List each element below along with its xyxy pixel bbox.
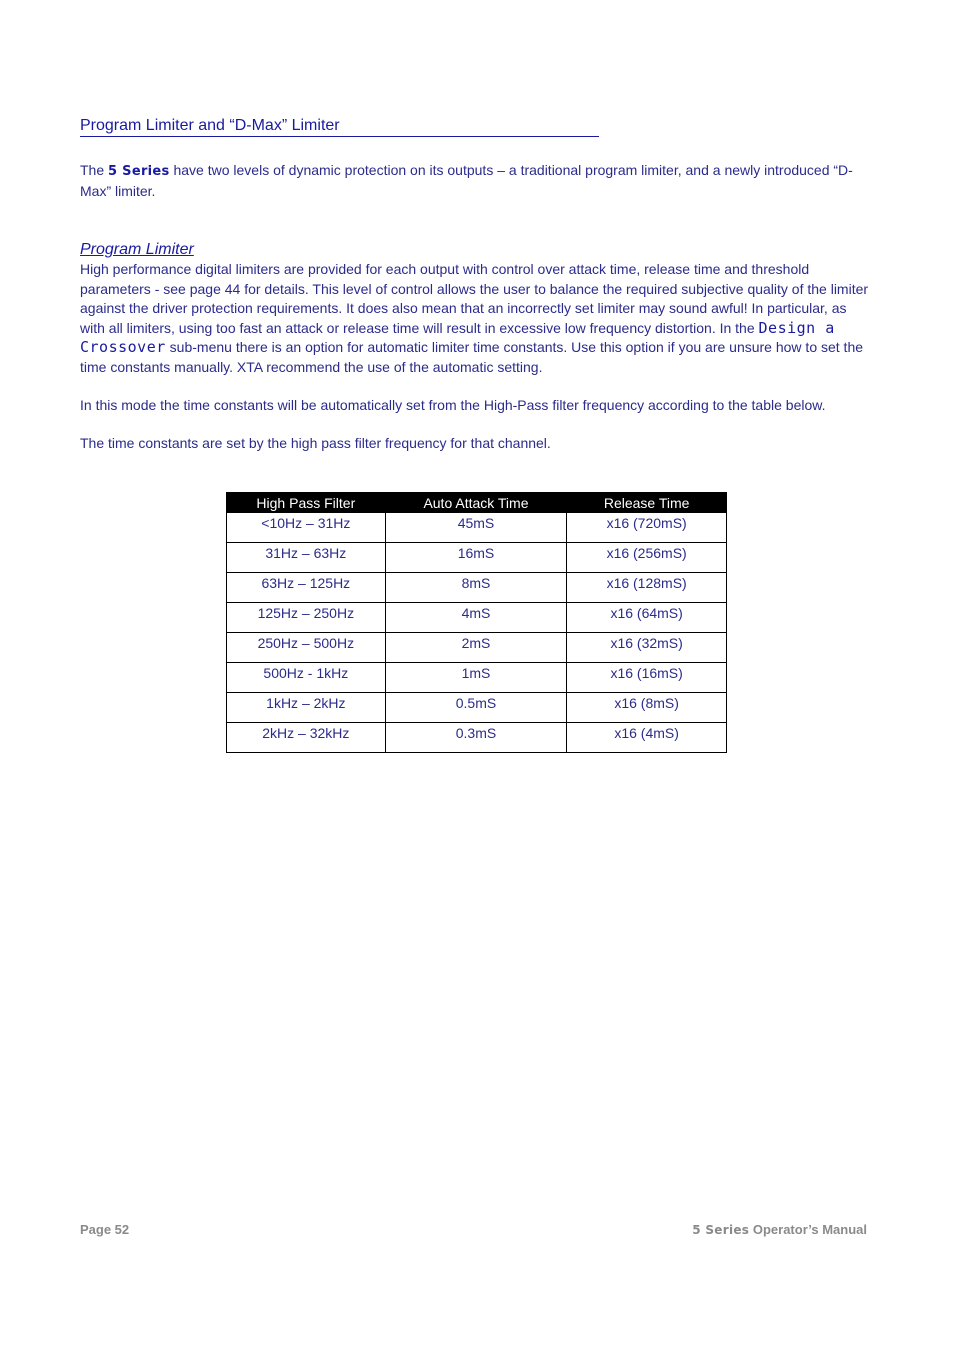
table-row — [227, 573, 727, 603]
section-title: Program Limiter and “D-Max” Limiter — [80, 116, 599, 137]
footer-manual-text: Operator’s Manual — [749, 1222, 867, 1237]
table-cell: 8mS — [385, 573, 567, 603]
table-cell: 2kHz – 32kHz — [227, 723, 386, 753]
manual-title — [692, 1222, 867, 1237]
table-cell: 1kHz – 2kHz — [227, 693, 386, 723]
auto-mode-paragraph: In this mode the time constants will be automatically set from the High-Pass filter frequency according to the table below. — [80, 397, 826, 413]
table-cell: x16 (32mS) — [567, 633, 727, 663]
table-cell: 4mS — [385, 603, 567, 633]
table-cell: x16 (16mS) — [567, 663, 727, 693]
program-limiter-paragraph — [80, 260, 875, 377]
table-cell: 250Hz – 500Hz — [227, 633, 386, 663]
table-cell: x16 (128mS) — [567, 573, 727, 603]
table-cell: x16 (64mS) — [567, 603, 727, 633]
program-limiter-heading: Program Limiter — [80, 241, 194, 258]
table-cell: 0.3mS — [385, 723, 567, 753]
table-cell: 63Hz – 125Hz — [227, 573, 386, 603]
brand-name: 5 Series — [108, 164, 170, 179]
table-cell: 45mS — [385, 513, 567, 543]
table-row — [227, 513, 727, 543]
header-release-time: Release Time — [567, 493, 727, 513]
time-constants-paragraph: The time constants are set by the high pass filter frequency for that channel. — [80, 435, 551, 451]
table-cell: x16 (256mS) — [567, 543, 727, 573]
footer-brand: 5 Series — [692, 1223, 750, 1237]
table-row — [227, 693, 727, 723]
table-cell: 16mS — [385, 543, 567, 573]
table-cell: 125Hz – 250Hz — [227, 603, 386, 633]
table-cell: 1mS — [385, 663, 567, 693]
header-high-pass-filter: High Pass Filter — [227, 493, 386, 513]
intro-text-start: The — [80, 162, 109, 178]
table-cell: x16 (720mS) — [567, 513, 727, 543]
table-cell: 0.5mS — [385, 693, 567, 723]
table-cell: <10Hz – 31Hz — [227, 513, 386, 543]
table-row — [227, 723, 727, 753]
table-cell: x16 (4mS) — [567, 723, 727, 753]
page-number: Page 52 — [80, 1222, 130, 1237]
table-cell: 500Hz - 1kHz — [227, 663, 386, 693]
paragraph-text-end: sub-menu there is an option for automatic limiter time constants. Use this option if you are unsure how to set the time constants manually. XTA recommend the use of the automatic setting. — [80, 339, 864, 375]
intro-paragraph — [80, 161, 875, 201]
table-row — [227, 633, 727, 663]
intro-text-end: have two levels of dynamic protection on its outputs – a traditional program limiter, and a newly introduced “D-Max” limiter. — [80, 162, 853, 199]
header-auto-attack-time: Auto Attack Time — [385, 493, 567, 513]
table-cell: 31Hz – 63Hz — [227, 543, 386, 573]
limiter-table — [226, 492, 727, 753]
table-cell: 2mS — [385, 633, 567, 663]
table-row — [227, 543, 727, 573]
menu-name: Design a Crossover — [80, 318, 835, 356]
paragraph-text-start: High performance digital limiters are provided for each output with control over attack time, release time and threshold parameters - see page 44 for details. This level of control allows the user to balance the required subjective quality of the limiter against the driver protection requirements. It does also mean that an incorrectly set limiter may sound awful! In particular, as with all limiters, using too fast an attack or release time will result in excessive low frequency distortion. In the — [80, 261, 869, 336]
table-header-row — [227, 493, 727, 513]
table-cell: x16 (8mS) — [567, 693, 727, 723]
table-row — [227, 663, 727, 693]
table-row — [227, 603, 727, 633]
